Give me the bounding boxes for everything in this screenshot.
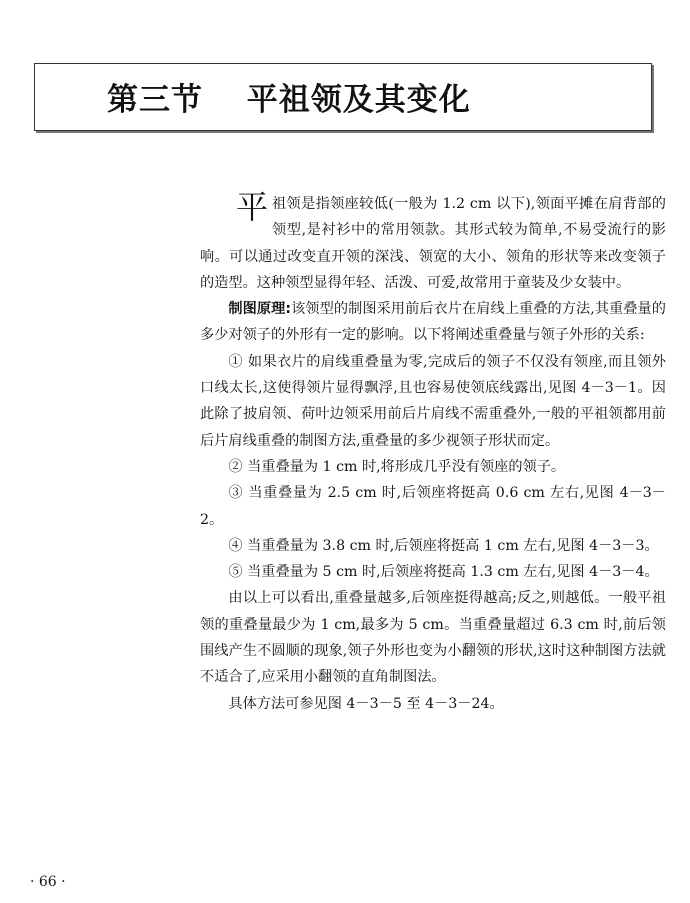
section-title-box	[34, 63, 652, 131]
list-item: ③ 当重叠量为 2.5 cm 时,后领座将挺高 0.6 cm 左右,见图 4－3－2。	[200, 485, 666, 528]
body-text	[200, 183, 666, 717]
principle-paragraph	[200, 296, 666, 349]
list-item: ④ 当重叠量为 3.8 cm 时,后领座将挺高 1 cm 左右,见图 4－3－3。	[228, 537, 659, 554]
principle-label: 制图原理:	[228, 301, 292, 318]
drop-cap: 平	[236, 188, 269, 226]
intro-paragraph	[200, 183, 666, 296]
conclusion-paragraph: 由以上可以看出,重叠量越多,后领座挺得越高;反之,则越低。一般平祖领的重叠量最少为 1 cm,最多为 5 cm。当重叠量超过 6.3 cm 时,前后领围线产生不圆顺的现象,领子外形也变为小翻领的形状,这时这种制图方法就不适合了,应采用小翻领的直角制图法。	[200, 590, 666, 686]
list-item: ① 如果衣片的肩线重叠量为零,完成后的领子不仅没有领座,而且领外口线太长,这使得领片显得飘浮,且也容易使领底线露出,见图 4－3－1。因此除了披肩领、荷叶边领采用前后片肩线不需重叠外,一般的平祖领都用前后片肩线重叠的制图方法,重叠量的多少视领子形状而定。	[200, 353, 666, 449]
list-item: ⑤ 当重叠量为 5 cm 时,后领座将挺高 1.3 cm 左右,见图 4－3－4。	[228, 564, 659, 581]
list-item: ② 当重叠量为 1 cm 时,将形成几乎没有领座的领子。	[228, 458, 566, 475]
intro-text: 祖领是指领座较低(一般为 1.2 cm 以下),领面平摊在肩背部的领型,是衬衫中的常用领款。其形式较为简单,不易受流行的影响。可以通过改变直开领的深浅、领宽的大小、领角的形状等来改变领子的造型。这种领型显得年轻、活泼、可爱,故常用于童装及少女装中。	[200, 196, 666, 291]
reference-paragraph: 具体方法可参见图 4－3－5 至 4－3－24。	[228, 695, 504, 712]
page-number: · 66 ·	[30, 874, 66, 890]
section-title: 第三节 平祖领及其变化	[107, 82, 471, 118]
principle-text: 该领型的制图采用前后衣片在肩线上重叠的方法,其重叠量的多少对领子的外形有一定的影响。以下将阐述重叠量与领子外形的关系:	[200, 301, 666, 344]
